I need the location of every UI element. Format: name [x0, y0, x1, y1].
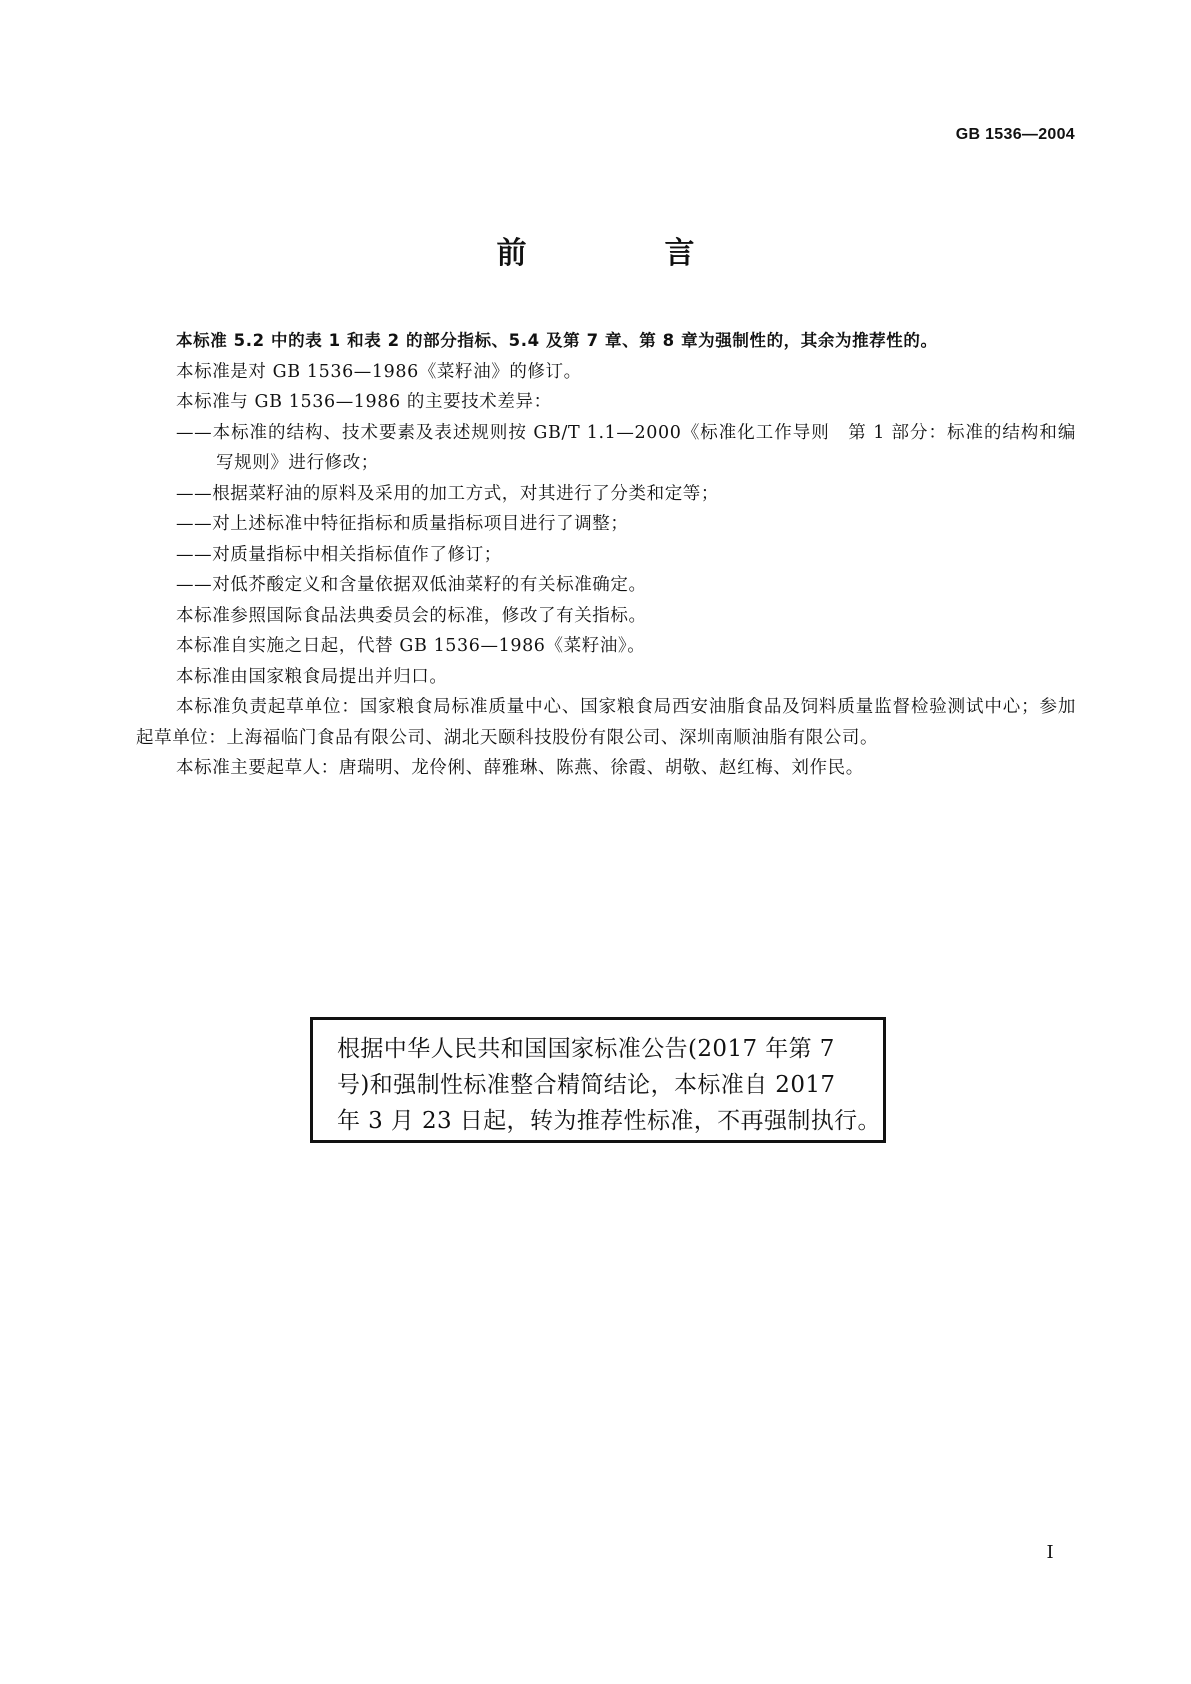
- preface-body: [136, 326, 1076, 784]
- reference-statement: 本标准参照国际食品法典委员会的标准，修改了有关指标。: [176, 605, 647, 626]
- differences-intro: 本标准与 GB 1536—1986 的主要技术差异：: [176, 392, 552, 412]
- proposer-statement: 本标准由国家粮食局提出并归口。: [176, 666, 448, 687]
- drafting-units: 本标准负责起草单位：国家粮食局标准质量中心、国家粮食局西安油脂食品及饲料质量监督检验测试中心；参加起草单位：上海福临门食品有限公司、湖北天颐科技股份有限公司、深圳南顺油脂有限公司。: [136, 697, 1076, 748]
- difference-item: ——对低芥酸定义和含量依据双低油菜籽的有关标准确定。: [176, 575, 647, 595]
- page-title: 前 言: [496, 236, 749, 271]
- difference-item: ——本标准的结构、技术要素及表述规则按 GB/T 1.1—2000《标准化工作导则 第 1 部分：标准的结构和编写规则》进行修改；: [176, 422, 1076, 473]
- difference-item: ——对质量指标中相关指标值作了修订；: [176, 544, 502, 565]
- replacement-statement: 本标准自实施之日起，代替 GB 1536—1986《菜籽油》。: [176, 636, 646, 656]
- standard-code: GB 1536—2004: [955, 126, 1075, 143]
- difference-item: ——对上述标准中特征指标和质量指标项目进行了调整；: [176, 514, 629, 534]
- notice-line: 年 3 月 23 日起，转为推荐性标准，不再强制执行。: [337, 1108, 881, 1134]
- mandatory-statement: 本标准 5.2 中的表 1 和表 2 的部分指标、5.4 及第 7 章、第 8 章为强制性的，其余为推荐性的。: [176, 331, 938, 350]
- revision-statement: 本标准是对 GB 1536—1986《菜籽油》的修订。: [176, 361, 582, 382]
- notice-box: [310, 1017, 886, 1143]
- notice-line: 号)和强制性标准整合精简结论，本标准自 2017: [337, 1072, 836, 1098]
- page-number: I: [1046, 1542, 1054, 1563]
- notice-line: 根据中华人民共和国国家标准公告(2017 年第 7: [337, 1036, 835, 1062]
- drafters: 本标准主要起草人：唐瑞明、龙伶俐、薛雅琳、陈燕、徐霞、胡敬、赵红梅、刘作民。: [176, 758, 864, 778]
- difference-item: ——根据菜籽油的原料及采用的加工方式，对其进行了分类和定等；: [176, 483, 719, 504]
